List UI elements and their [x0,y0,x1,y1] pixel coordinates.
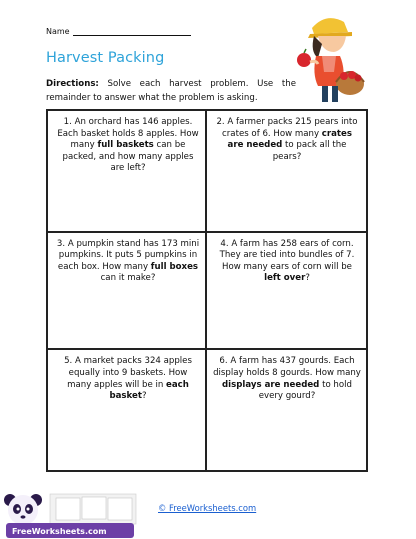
problem-key-phrase: full baskets [97,140,154,151]
girl-with-apple-basket-illustration [292,12,370,104]
problem-number: 3. [56,238,66,249]
problem-text: can it make? [100,273,156,284]
problem-number: 5. [64,356,73,367]
problem-text: ? [305,273,310,284]
problem-number: 2. [216,117,225,127]
problem-key-phrase: full boxes [150,261,199,272]
logo-text: FreeWorksheets.com [12,527,107,536]
problem-number: 6. [219,356,228,367]
problem-key-phrase: crates are needed [227,128,352,151]
name-field [46,27,191,36]
problem-cell-2 [207,111,366,231]
problem-number: 4. [220,238,229,249]
directions-text: Solve each harvest problem. Use the remainder to answer what the problem is asking. [46,79,296,103]
problem-text: ? [141,391,147,402]
problem-key-phrase: left over [264,273,306,284]
problem-cell-4 [207,231,366,351]
problem-text: A farmer packs 215 pears into crates of 6. How many [222,117,358,139]
problem-text: A pumpkin stand has 173 mini pumpkins. It puts 5 pumpkins in each box. How many [57,238,200,272]
name-line[interactable] [73,27,191,36]
problem-cell-1 [48,111,207,231]
problem-text: can be packed, and how many apples are left? [62,140,194,174]
problem-text: to pack all the pears? [272,140,347,162]
problem-cell-6 [207,350,366,470]
problem-text: A farm has 437 gourds. Each display holds 8 gourds. How many [213,356,361,378]
problem-text: A market packs 324 apples equally into 9 baskets. How many apples will be in [67,356,192,390]
problem-key-phrase: each basket [109,379,189,402]
directions [46,78,296,105]
problem-key-phrase: displays are needed [222,379,320,390]
problems-grid [46,109,368,472]
directions-label: Directions: [46,79,99,89]
problem-text: An orchard has 146 apples. Each basket holds 8 apples. How many [57,117,199,151]
name-label: Name [46,27,70,36]
footer-link[interactable]: © FreeWorksheets.com [158,503,257,513]
problem-text: to hold every gourd? [258,379,352,402]
problem-text: A farm has 258 ears of corn. They are tied into bundles of 7. How many ears of corn will be [219,238,355,272]
worksheet-title: Harvest Packing [46,50,165,66]
problem-number: 1. [63,117,72,127]
problem-cell-3 [48,231,207,351]
problem-cell-5 [48,350,207,470]
